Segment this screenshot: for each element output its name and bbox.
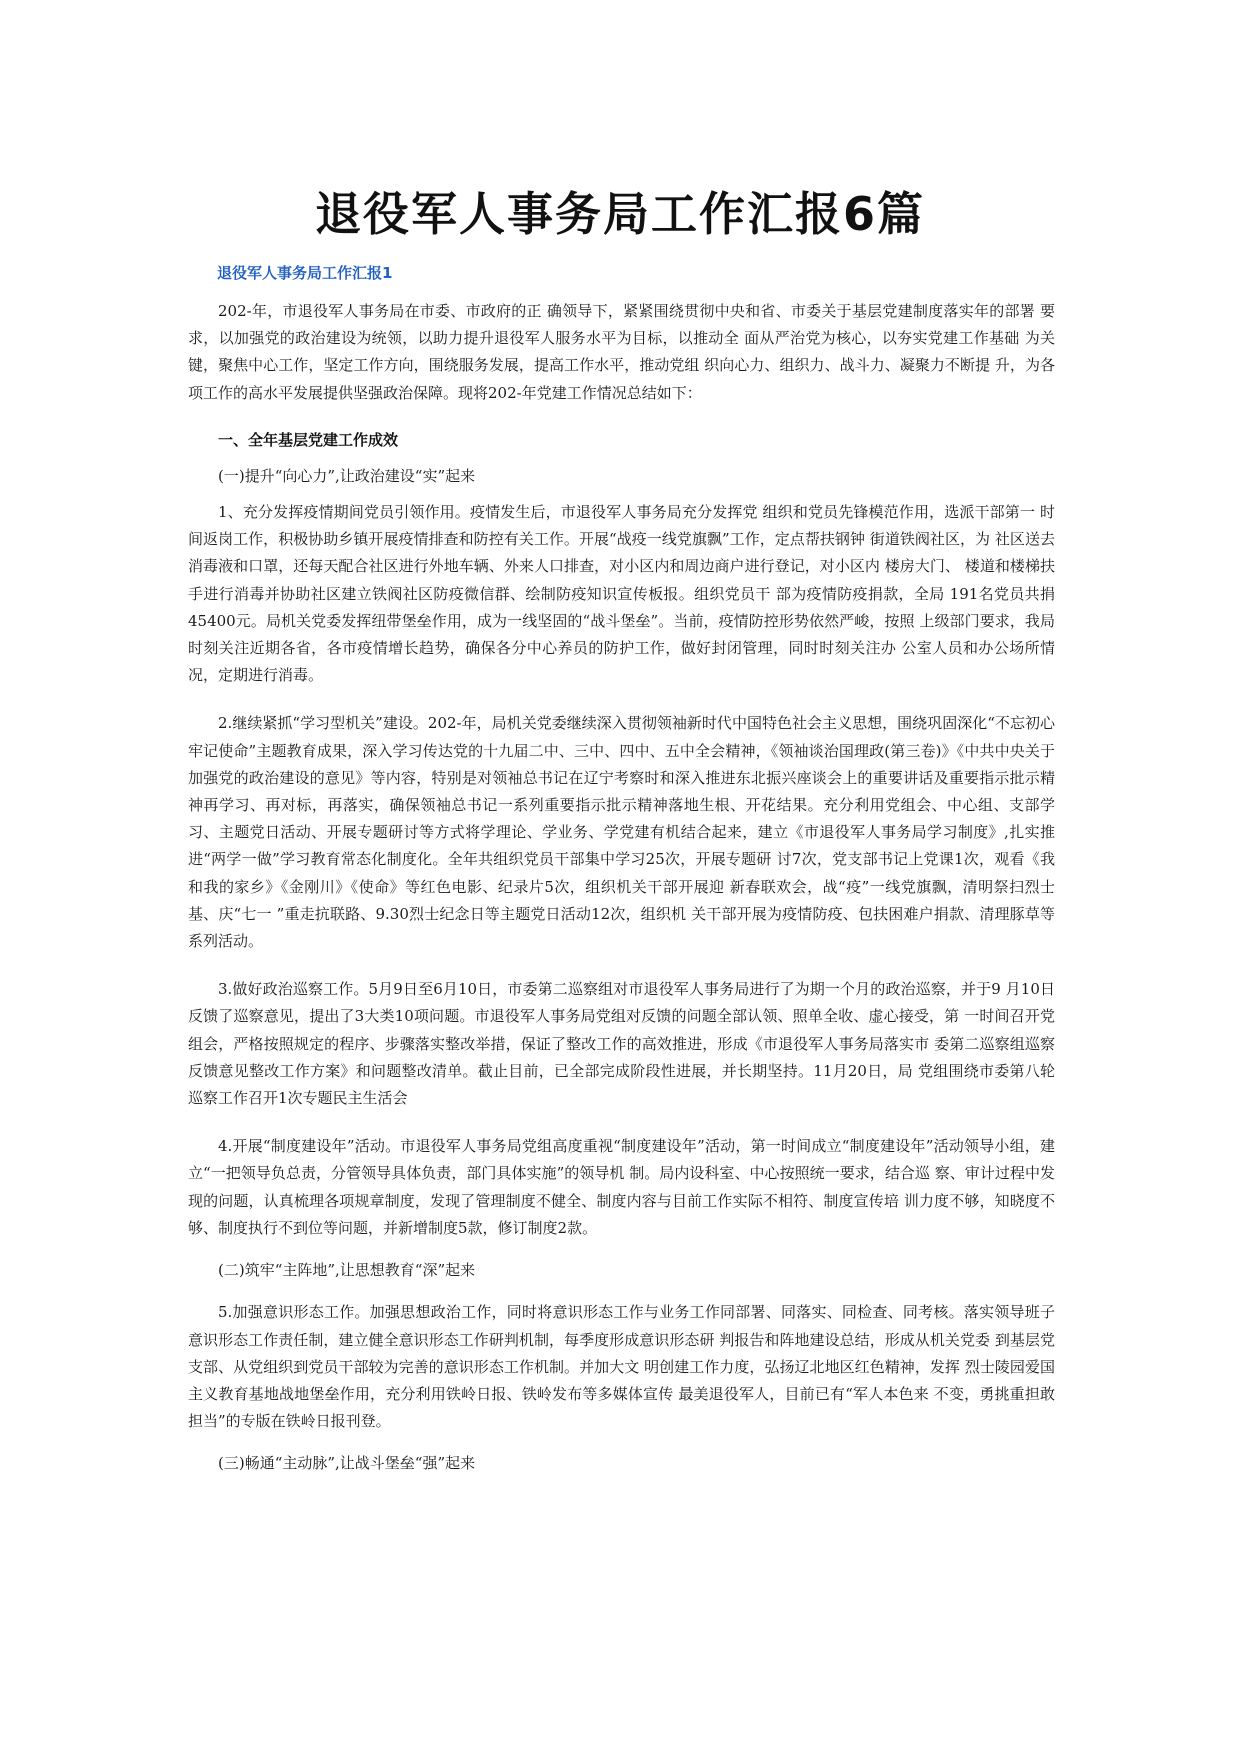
paragraph-1: 1、充分发挥疫情期间党员引领作用。疫情发生后，市退役军人事务局充分发挥党 组织和党员先锋模范作用，选派干部第一 时间返岗工作，积极协助乡镇开展疫情排查和防控有关工作。开展“战疫一线党旗飘”工作，定点帮扶钢钟 街道铁阀社区，为 社区送去消毒液和口罩，还每天配合社区进行外地车辆、外来人口排查，对小区内和周边商户进行登记，对小区内 楼房大门、 楼道和楼梯扶手进行消毒并协助社区建立铁阀社区防疫微信群、绘制防疫知识宣传板报。组织党员干 部为疫情防疫捐款，全局 191名党员共捐45400元。局机关党委发挥纽带堡垒作用，成为一线坚固的“战斗堡垒”。当前，疫情防控形势依然严峻，按照 上级部门要求，我局时刻关注近期各省，各市疫情增长趋势，确保各分中心养员的防护工作，做好封闭管理，同时时刻关注办 公室人员和办公场所情况，定期进行消毒。 (188, 503, 1055, 685)
subheading-2: (二)筑牢“主阵地”,让思想教育“深”起来 (218, 1261, 476, 1280)
document-body (188, 298, 1055, 1478)
paragraph-4: 4.开展“制度建设年”活动。市退役军人事务局党组高度重视“制度建设年”活动，第一时间成立“制度建设年”活动领导小组，建立“一把领导负总责，分管领导具体负责，部门具体实施”的领导机 制。局内设科室、中心按照统一要求，结合巡 察、审计过程中发现的问题，认真梳理各项规章制度，发现了管理制度不健全、制度内容与目前工作实际不相符、制度宣传培 训力度不够，知晓度不够、制度执行不到位等问题，并新增制度5款，修订制度2款。 (188, 1137, 1055, 1237)
paragraph-5: 5.加强意识形态工作。加强思想政治工作，同时将意识形态工作与业务工作同部署、同落实、同检查、同考核。落实领导班子意识形态工作责任制，建立健全意识形态工作研判机制，每季度形成意识形态研 判报告和阵地建设总结，形成从机关党委 到基层党支部、从党组织到党员干部较为完善的意识形态工作机制。并加大文 明创建工作力度，弘扬辽北地区红色精神，发挥 烈士陵园爱国主义教育基地战地堡垒作用，充分利用铁岭日报、铁岭发布等多媒体宣传 最美退役军人，目前已有“军人本色来 不变，勇挑重担敢担当”的专版在铁岭日报刊登。 (188, 1303, 1055, 1431)
section-title: 退役军人事务局工作汇报1 (217, 264, 393, 282)
intro-paragraph: 202-年，市退役军人事务局在市委、市政府的正 确领导下，紧紧围绕贯彻中央和省、市委关于基层党建制度落实年的部署 要求，以加强党的政治建设为统领，以助力提升退役军人服务水平为目标，以推动全 面从严治党为核心，以夯实党建工作基础 为关键，聚焦中心工作，坚定工作方向，围绕服务发展，提高工作水平，推动党组 织向心力、组织力、战斗力、凝聚力不断提 升，为各项工作的高水平发展提供坚强政治保障。现将202-年党建工作情况总结如下： (188, 302, 1055, 402)
document-title: 退役军人事务局工作汇报6篇 (314, 187, 925, 241)
subheading-1: (一)提升“向心力”,让政治建设“实”起来 (218, 466, 476, 485)
paragraph-3: 3.做好政治巡察工作。5月9日至6月10日，市委第二巡察组对市退役军人事务局进行了为期一个月的政治巡察，并于9 月10日反馈了巡察意见，提出了3大类10项问题。市退役军人事务局党组对反馈的问题全部认领、照单全收、虚心接受，第 一时间召开党组会，严格按照规定的程序、步骤落实整改举措，保证了整改工作的高效推进，形成《市退役军人事务局落实市 委第二巡察组巡察反馈意见整改工作方案》和问题整改清单。截止目前，已全部完成阶段性进展，并长期坚持。11月20日，局 党组围绕市委第八轮巡察工作召开1次专题民主生活会 (188, 980, 1055, 1108)
paragraph-2: 2.继续紧抓“学习型机关”建设。202-年，局机关党委继续深入贯彻领袖新时代中国特色社会主义思想，围绕巩固深化“不忘初心牢记使命”主题教育成果，深入学习传达党的十九届二中、三中、四中、五中全会精神，《领袖谈治国理政(第三卷)》《中共中央关于加强党的政治建设的意见》等内容，特别是对领袖总书记在辽宁考察时和深入推进东北振兴座谈会上的重要讲话及重要指示批示精神再学习、再对标，再落实，确保领袖总书记一系列重要指示批示精神落地生根、开花结果。充分利用党组会、中心组、支部学习、主题党日活动、开展专题研讨等方式将学理论、学业务、学党建有机结合起来，建立《市退役军人事务局学习制度》,扎实推进“两学一做”学习教育常态化制度化。全年共组织党员干部集中学习25次，开展专题研 讨7次，党支部书记上党课1次，观看《我和我的家乡》《金刚川》《使命》等红色电影、纪录片5次，组织机关干部开展迎 新春联欢会，战“疫”一线党旗飘，清明祭扫烈士基、庆“七一 ”重走抗联路、9.30烈士纪念日等主题党日活动12次，组织机 关干部开展为疫情防疫、包扶困难户捐款、清理豚草等系列活动。 (188, 714, 1055, 951)
subheading-3: (三)畅通“主动脉”,让战斗堡垒“强”起来 (218, 1454, 476, 1473)
heading-1: 一、全年基层党建工作成效 (218, 430, 399, 449)
